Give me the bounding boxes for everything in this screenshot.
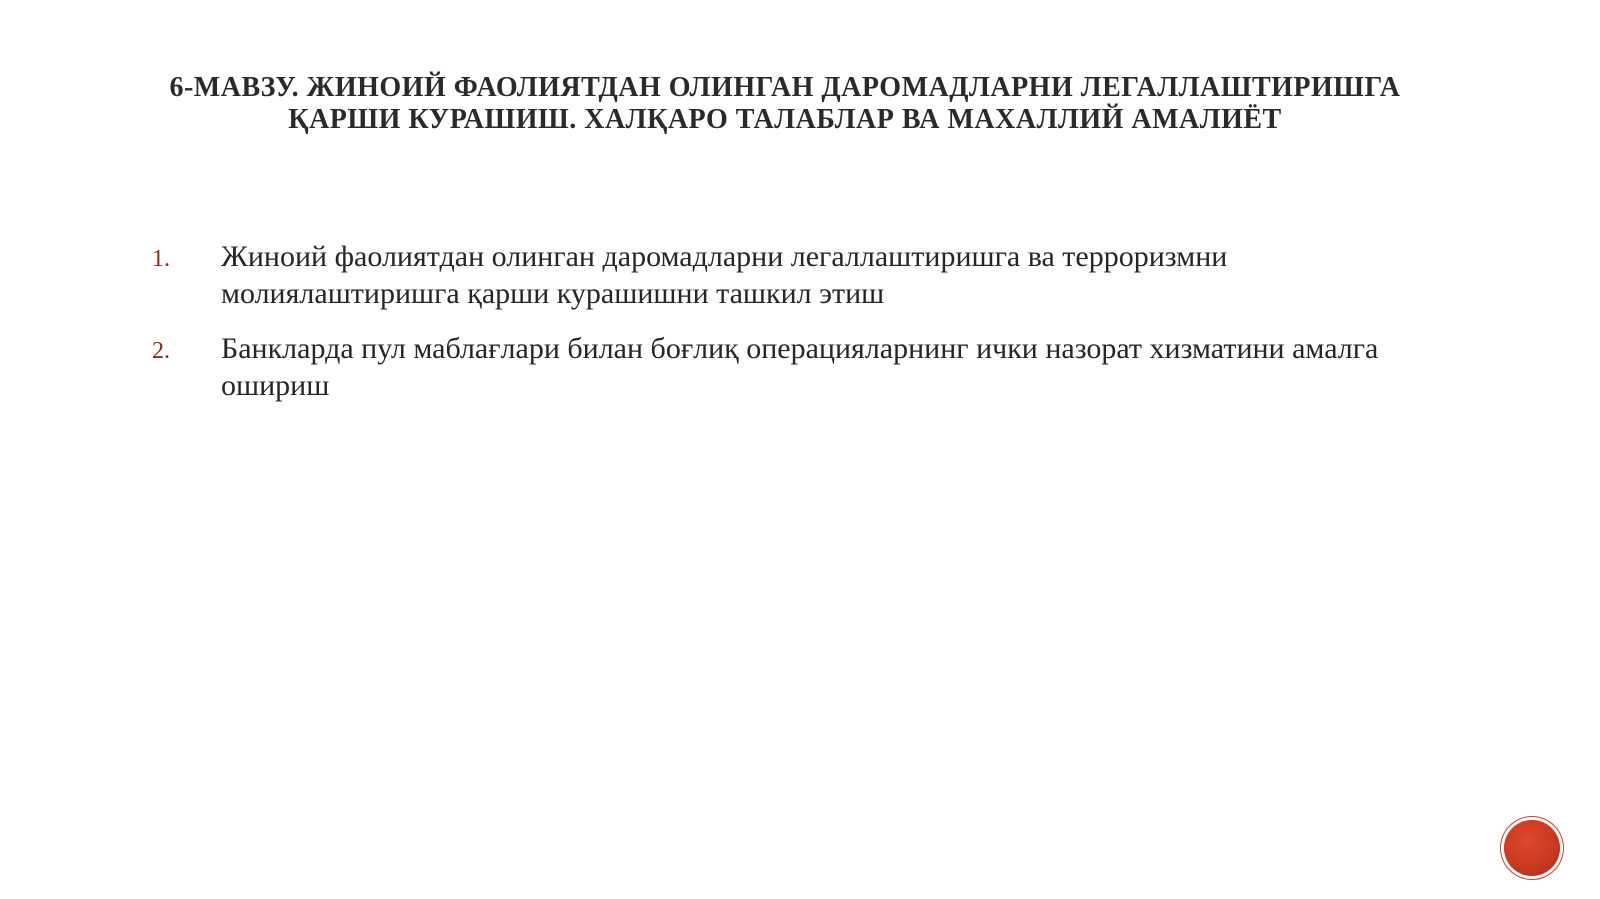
- slide-nav-button[interactable]: [1504, 820, 1560, 876]
- list-item-number: 1.: [152, 246, 170, 272]
- list-item: [0, 238, 1600, 312]
- list-item-text: Банкларда пул маблағлари билан боғлиқ операцияларнинг ички назорат хизматини амалга ошириш: [221, 332, 1379, 402]
- topic-list: [0, 238, 1600, 422]
- list-item-number: 2.: [152, 338, 170, 364]
- slide-title: [100, 72, 1470, 136]
- list-item: [0, 330, 1600, 404]
- slide-title-line-2: ҚАРШИ КУРАШИШ. ХАЛҚАРО ТАЛАБЛАР ВА МАХАЛЛИЙ АМАЛИЁТ: [288, 104, 1282, 135]
- list-item-text: Жиноий фаолиятдан олинган даромадларни легаллаштиришга ва терроризмни молиялаштиришга қарши курашишни ташкил этиш: [221, 240, 1228, 310]
- slide-title-line-1: 6-МАВЗУ. ЖИНОИЙ ФАОЛИЯТДАН ОЛИНГАН ДАРОМАДЛАРНИ ЛЕГАЛЛАШТИРИШГА: [169, 72, 1401, 103]
